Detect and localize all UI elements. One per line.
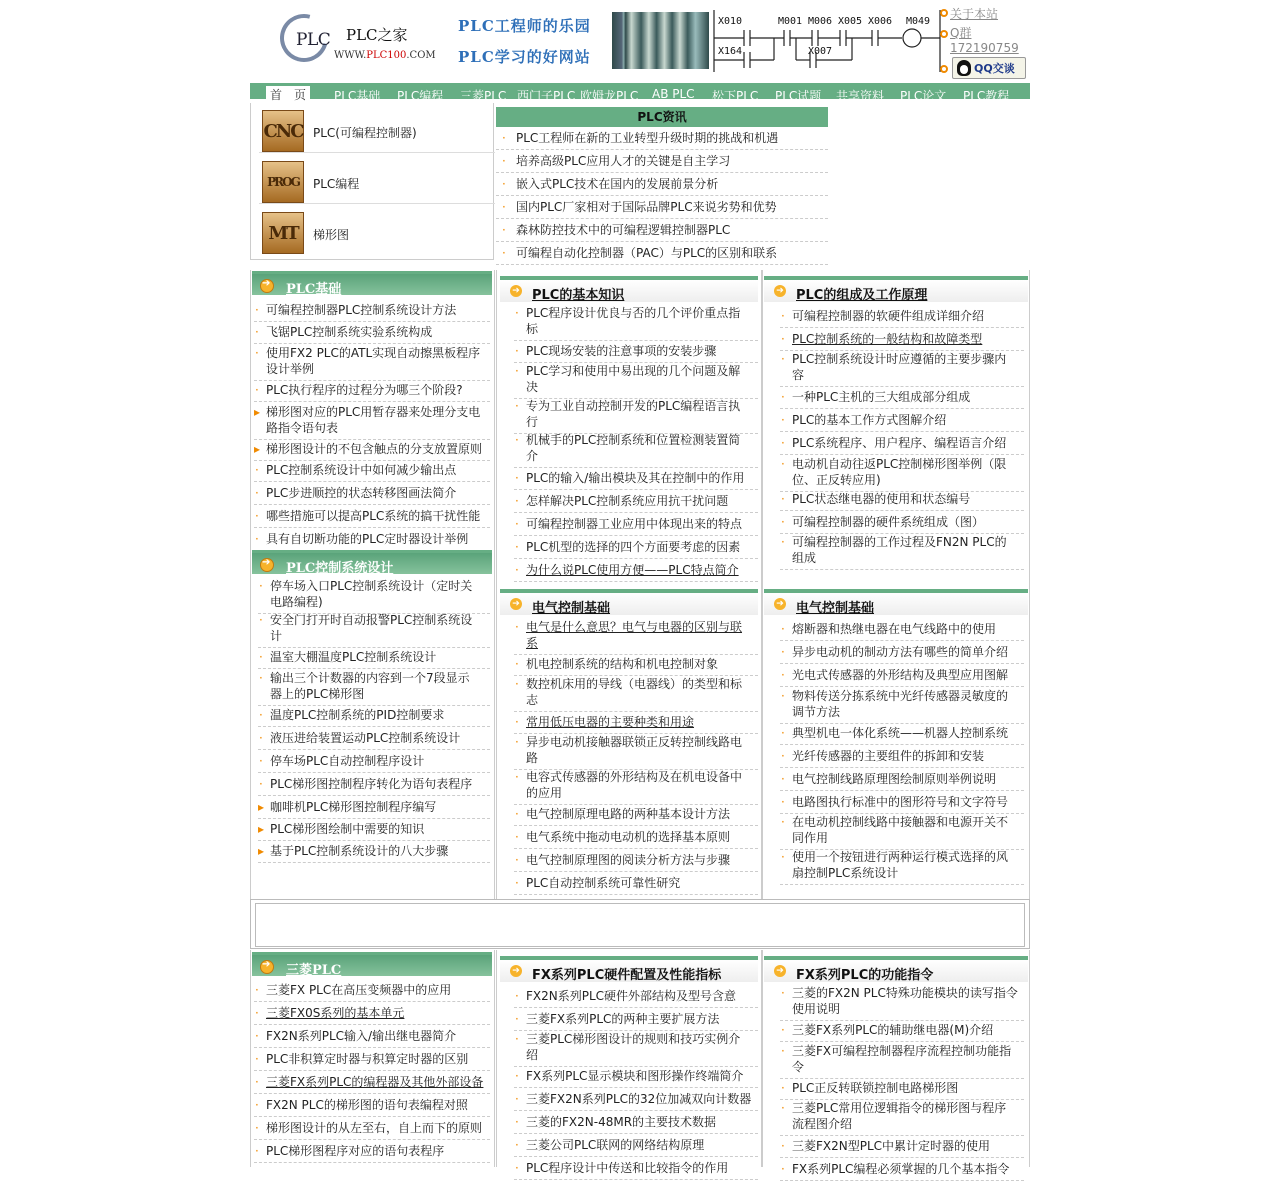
qq-chat-button[interactable]: QQ交谈 xyxy=(952,57,1026,79)
s3-header xyxy=(500,276,758,302)
list-item[interactable]: · 可编程控制器的硬件系统组成（图） xyxy=(780,514,1024,534)
list-item[interactable]: · 三菱的FX2N PLC特殊功能模块的读写指令 使用说明 xyxy=(780,985,1024,1021)
news-item[interactable]: · 国内PLC厂家相对于国际品牌PLC来说劣势和优势 xyxy=(496,196,828,219)
mt-icon: MT xyxy=(262,212,304,254)
list-item[interactable]: · PLC现场安装的注意事项的安装步骤 xyxy=(514,343,758,363)
s1-header xyxy=(252,271,492,297)
about-link[interactable]: 关于本站 xyxy=(950,7,999,21)
list-item[interactable]: · 使用FX2 PLC的ATL实现自动擦黑板程序 设计举例 xyxy=(254,345,490,381)
ladder-label-x005: X005 xyxy=(838,16,863,27)
ladder-label-x010: X010 xyxy=(718,16,743,27)
section-title[interactable]: PLC基础 xyxy=(286,282,342,297)
section-title[interactable]: 电气控制基础 xyxy=(796,601,875,616)
news-item[interactable]: · 森林防控技术中的可编程逻辑控制器PLC xyxy=(496,219,828,242)
list-item[interactable]: · 在电动机控制线路中接触器和电源开关不 同作用 xyxy=(780,814,1024,850)
list-item[interactable]: · PLC程序设计优良与否的几个评价重点指 标 xyxy=(514,305,758,341)
qq-group-number[interactable]: 172190759 xyxy=(950,41,1019,55)
ladder-label-m049: M049 xyxy=(906,16,931,27)
section-title[interactable]: PLC控制系统设计 xyxy=(286,561,394,576)
category-item[interactable]: PROG PLC编程 xyxy=(259,156,495,204)
list-item[interactable]: · 三菱FX0S系列的基本单元 xyxy=(254,1005,490,1025)
list-item[interactable]: · 三菱FX2N系列PLC的32位加减双向计数器 xyxy=(514,1091,758,1111)
nav-tutorials[interactable]: PLC教程 xyxy=(963,89,1010,103)
list-item[interactable]: · FX2N系列PLC硬件外部结构及型号含意 xyxy=(514,988,758,1008)
section-title[interactable]: PLC的组成及工作原理 xyxy=(796,288,928,303)
news-item[interactable]: · 嵌入式PLC技术在国内的发展前景分析 xyxy=(496,173,828,196)
list-item[interactable]: · PLC控制系统的一般结构和故障类型 xyxy=(780,331,1024,351)
section-title[interactable]: 电气控制基础 xyxy=(532,601,611,616)
ad-banner xyxy=(250,899,1030,949)
list-item[interactable]: · 光纤传感器的主要组件的拆卸和安装 xyxy=(780,748,1024,768)
qq-penguin-icon xyxy=(957,60,971,76)
list-item[interactable]: · 电动机自动往返PLC控制梯形图举例（限 位、正反转应用) xyxy=(780,456,1024,492)
page xyxy=(250,0,1030,1176)
list-item[interactable]: · 为什么说PLC使用方便——PLC特点简介 xyxy=(514,562,758,582)
list-item[interactable]: · 电气控制线路原理图绘制原则举例说明 xyxy=(780,771,1024,791)
s4-header xyxy=(764,276,1028,302)
s7-header xyxy=(252,952,492,978)
list-item[interactable]: · PLC执行程序的过程分为哪三个阶段? xyxy=(254,382,490,402)
cnc-icon: CNC xyxy=(262,110,304,152)
section-title[interactable]: FX系列PLC硬件配置及性能指标 xyxy=(532,968,722,983)
list-item[interactable]: · PLC自动控制系统可靠性研究 xyxy=(514,875,758,895)
main-nav xyxy=(250,83,1030,101)
list-item[interactable]: · PLC非积算定时器与积算定时器的区别 xyxy=(254,1051,490,1071)
list-item[interactable]: · FX系列PLC编程必须掌握的几个基本指令 xyxy=(780,1161,1024,1181)
list-item[interactable]: · 三菱FX2N型PLC中累计定时器的使用 xyxy=(780,1138,1024,1158)
list-item[interactable]: · 可编程控制器PLC控制系统设计方法 xyxy=(254,302,490,322)
arrow-circle-icon: ➔ xyxy=(774,285,786,297)
list-item[interactable]: · 三菱FX系列PLC的两种主要扩展方法 xyxy=(514,1011,758,1031)
list-item[interactable]: · 熔断器和热继电器在电气线路中的使用 xyxy=(780,621,1024,641)
nav-mitsubishi[interactable]: 三菱PLC xyxy=(460,89,507,103)
list-item[interactable]: · PLC正反转联锁控制电路梯形图 xyxy=(780,1080,1024,1100)
slogan-1: PLC工程师的乐园 xyxy=(458,17,591,35)
list-item[interactable]: · PLC的输入/输出模块及其在控制中的作用 xyxy=(514,470,758,490)
list-item[interactable]: · 电容式传感器的外形结构及在机电设备中 的应用 xyxy=(514,769,758,805)
list-item[interactable]: · 电路图执行标准中的图形符号和文字符号 xyxy=(780,794,1024,814)
list-item[interactable]: · 安全门打开时自动报警PLC控制系统设 计 xyxy=(258,612,490,648)
ladder-label-x007: X007 xyxy=(808,46,833,57)
arrow-circle-icon xyxy=(260,558,274,572)
plc-news-title: PLC资讯 xyxy=(496,106,828,127)
s9-header xyxy=(764,956,1028,982)
list-item[interactable]: · 梯形图设计的从左至右，自上而下的原则 xyxy=(254,1120,490,1140)
list-item[interactable]: · 常用低压电器的主要种类和用途 xyxy=(514,714,758,734)
prog-icon: PROG xyxy=(262,161,304,203)
section-title[interactable]: PLC的基本知识 xyxy=(532,288,625,303)
list-item[interactable]: · 物料传送分拣系统中光纤传感器灵敏度的 调节方法 xyxy=(780,688,1024,724)
list-item[interactable]: · 三菱的FX2N-48MR的主要技术数据 xyxy=(514,1114,758,1134)
arrow-circle-icon: ➔ xyxy=(510,965,522,977)
list-item[interactable]: · PLC梯形图控制程序转化为语句表程序 xyxy=(258,776,490,796)
arrow-circle-icon xyxy=(260,279,274,293)
news-item[interactable]: · PLC工程师在新的工业转型升级时期的挑战和机遇 xyxy=(496,127,828,150)
list-item[interactable]: · 停车场入口PLC控制系统设计（定时关 电路编程) xyxy=(258,578,490,614)
nav-papers[interactable]: PLC论文 xyxy=(900,89,947,103)
nav-omron[interactable]: 欧姆龙PLC xyxy=(580,89,639,103)
list-item[interactable]: · 三菱FX系列PLC的辅助继电器(M)介绍 xyxy=(780,1022,1024,1042)
list-item[interactable]: · 机械手的PLC控制系统和位置检测装置简 介 xyxy=(514,432,758,468)
nav-plc-programming[interactable]: PLC编程 xyxy=(397,89,444,103)
s6-header xyxy=(764,589,1028,615)
list-item[interactable]: · PLC梯形图程序对应的语句表程序 xyxy=(254,1143,490,1163)
list-item[interactable]: · PLC机型的选择的四个方面要考虑的因素 xyxy=(514,539,758,559)
news-item[interactable]: · 培养高级PLC应用人才的关键是自主学习 xyxy=(496,150,828,173)
bullet-icon xyxy=(940,65,948,73)
list-item[interactable]: · PLC的基本工作方式图解介绍 xyxy=(780,412,1024,432)
list-item[interactable]: · 一种PLC主机的三大组成部分组成 xyxy=(780,389,1024,409)
list-item[interactable]: · 典型机电一体化系统——机器人控制系统 xyxy=(780,725,1024,745)
list-item[interactable]: · 停车场PLC自动控制程序设计 xyxy=(258,753,490,773)
list-item[interactable]: · FX系列PLC显示模块和图形操作终端简介 xyxy=(514,1068,758,1088)
list-item[interactable]: · PLC控制系统设计中如何减少输出点 xyxy=(254,462,490,482)
nav-panasonic[interactable]: 松下PLC xyxy=(712,89,759,103)
list-item[interactable]: ▸ PLC梯形图绘制中需要的知识 xyxy=(258,821,490,841)
ladder-label-x164: X164 xyxy=(718,46,743,57)
list-item[interactable]: · 三菱PLC常用位逻辑指令的梯形图与程序 流程图介绍 xyxy=(780,1100,1024,1136)
arrow-circle-icon: ➔ xyxy=(510,285,522,297)
category-box xyxy=(250,103,494,260)
list-item[interactable]: · PLC系统程序、用户程序、编程语言介绍 xyxy=(780,435,1024,455)
ladder-diagram xyxy=(712,8,942,74)
list-item[interactable]: · 电气是什么意思？电气与电器的区别与联 系 xyxy=(514,619,758,655)
list-item[interactable]: · 输出三个计数器的内容到一个7段显示 器上的PLC梯形图 xyxy=(258,670,490,706)
s8-header xyxy=(500,956,758,982)
list-item[interactable]: · PLC状态继电器的使用和状态编号 xyxy=(780,491,1024,511)
s5-header xyxy=(500,589,758,615)
list-item[interactable]: · 哪些措施可以提高PLC系统的搞干扰性能 xyxy=(254,508,490,528)
nav-plc-exams[interactable]: PLC试题 xyxy=(775,89,822,103)
list-item[interactable]: · 可编程控制器工业应用中体现出来的特点 xyxy=(514,516,758,536)
bullet-icon xyxy=(940,30,948,38)
logo-text[interactable]: PLC xyxy=(296,30,331,50)
list-item[interactable]: · 机电控制系统的结构和机电控制对象 xyxy=(514,656,758,676)
list-item[interactable]: · 三菱公司PLC联网的网络结构原理 xyxy=(514,1137,758,1157)
list-item[interactable]: · PLC步进顺控的状态转移图画法简介 xyxy=(254,485,490,505)
list-item[interactable]: · 使用一个按钮进行两种运行模式选择的风 扇控制PLC系统设计 xyxy=(780,849,1024,885)
list-item[interactable]: · PLC学习和使用中易出现的几个问题及解 决 xyxy=(514,363,758,399)
list-item[interactable]: · 三菱FX可编程控制器程序流程控制功能指 令 xyxy=(780,1043,1024,1079)
nav-siemens[interactable]: 西门子PLC xyxy=(517,89,576,103)
list-item[interactable]: · 光电式传感器的外形结构及典型应用图解 xyxy=(780,667,1024,687)
list-item[interactable]: · 电气控制原理图的阅读分析方法与步骤 xyxy=(514,852,758,872)
section-title[interactable]: 三菱PLC xyxy=(286,963,342,978)
section-title[interactable]: FX系列PLC的功能指令 xyxy=(796,968,934,983)
header xyxy=(250,0,1030,82)
news-item[interactable]: · 可编程自动化控制器（PAC）与PLC的区别和联系 xyxy=(496,242,828,265)
arrow-circle-icon xyxy=(260,960,274,974)
logo-url: WWW.PLC100.COM xyxy=(334,50,436,61)
arrow-circle-icon: ➔ xyxy=(774,965,786,977)
list-item[interactable]: · 怎样解决PLC控制系统应用抗干扰问题 xyxy=(514,493,758,513)
list-item[interactable]: · 具有自切断功能的PLC定时器设计举例 xyxy=(254,531,490,551)
list-item[interactable]: · PLC程序设计中传送和比较指令的作用 xyxy=(514,1160,758,1180)
list-item[interactable]: · 电气系统中拖动电动机的选择基本原则 xyxy=(514,829,758,849)
ladder-label-x006: X006 xyxy=(868,16,893,27)
list-item[interactable]: ▸ 基于PLC控制系统设计的八大步骤 xyxy=(258,843,490,863)
qq-group-link[interactable]: Q群 xyxy=(950,26,972,40)
list-item[interactable]: ▸ 梯形图设计的不包含触点的分支放置原则 xyxy=(254,441,490,461)
nav-home[interactable]: 首 页 xyxy=(266,86,310,102)
list-item[interactable]: · 三菱FX PLC在高压变频器中的应用 xyxy=(254,982,490,1002)
list-item[interactable]: ▸ 梯形图对应的PLC用暂存器来处理分支电 路指令语句表 xyxy=(254,404,490,440)
logo-name[interactable]: PLC之家 xyxy=(346,26,408,44)
list-item[interactable]: · 可编程控制器的工作过程及FN2N PLC的 组成 xyxy=(780,534,1024,570)
list-item[interactable]: · 异步电动机接触器联锁正反转控制线路电 路 xyxy=(514,734,758,770)
list-item[interactable]: · FX2N PLC的梯形图的语句表编程对照 xyxy=(254,1097,490,1117)
arrow-circle-icon: ➔ xyxy=(774,598,786,610)
list-item[interactable]: · 温室大棚温度PLC控制系统设计 xyxy=(258,649,490,669)
nav-ab[interactable]: AB PLC xyxy=(652,87,695,101)
arrow-circle-icon: ➔ xyxy=(510,598,522,610)
nav-shared[interactable]: 共享资料 xyxy=(836,89,885,103)
list-item[interactable]: · 飞锯PLC控制系统实验系统构成 xyxy=(254,324,490,344)
list-item[interactable]: · 三菱PLC梯形图设计的规则和技巧实例介 绍 xyxy=(514,1031,758,1067)
ladder-label-m006: M006 xyxy=(808,16,833,27)
plc-news-box xyxy=(496,106,828,266)
list-item[interactable]: · 液压进给装置运动PLC控制系统设计 xyxy=(258,730,490,750)
s2-header xyxy=(252,550,492,576)
list-item[interactable]: · 异步电动机的制动方法有哪些的简单介绍 xyxy=(780,644,1024,664)
list-item[interactable]: · 电气控制原理电路的两种基本设计方法 xyxy=(514,806,758,826)
list-item[interactable]: · FX2N系列PLC输入/输出继电器简介 xyxy=(254,1028,490,1048)
nav-plc-basics[interactable]: PLC基础 xyxy=(334,89,381,103)
list-item[interactable]: · 三菱FX系列PLC的编程器及其他外部设备 xyxy=(254,1074,490,1094)
plc-hardware-image xyxy=(612,12,709,69)
list-item[interactable]: · 专为工业自动控制开发的PLC编程语言执 行 xyxy=(514,398,758,434)
list-item[interactable]: · 温度PLC控制系统的PID控制要求 xyxy=(258,707,490,727)
list-item[interactable]: · PLC控制系统设计时应遵循的主要步骤内 容 xyxy=(780,351,1024,387)
list-item[interactable]: · 数控机床用的导线（电器线）的类型和标 志 xyxy=(514,676,758,712)
category-item[interactable]: MT 梯形图 xyxy=(259,207,495,255)
list-item[interactable]: · 可编程控制器的软硬件组成详细介绍 xyxy=(780,308,1024,328)
ladder-label-m001: M001 xyxy=(778,16,803,27)
category-item[interactable]: CNC PLC(可编程控制器) xyxy=(259,105,495,153)
bullet-icon xyxy=(940,9,948,17)
slogan-2: PLC学习的好网站 xyxy=(458,48,591,66)
list-item[interactable]: ▸ 咖啡机PLC梯形图控制程序编写 xyxy=(258,799,490,819)
